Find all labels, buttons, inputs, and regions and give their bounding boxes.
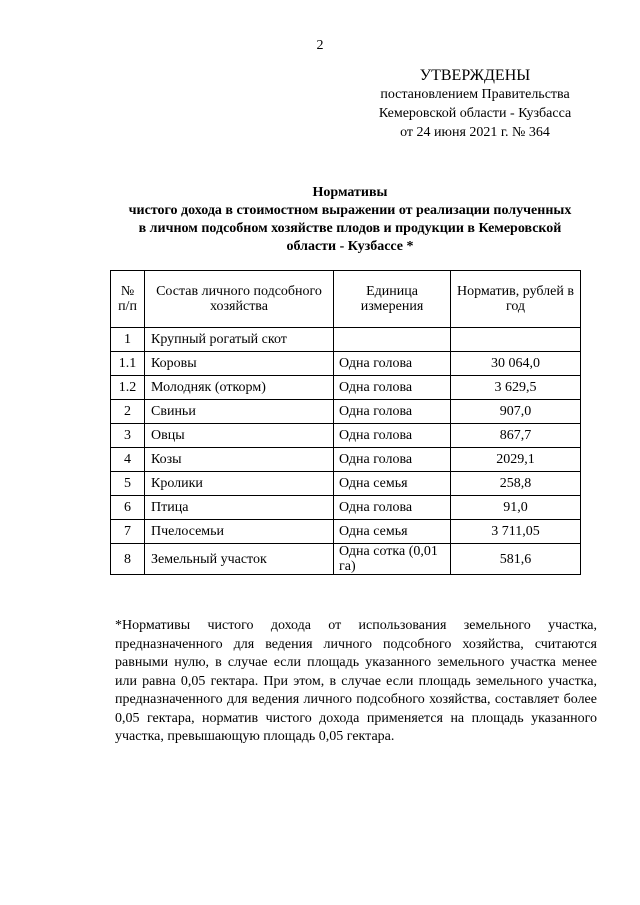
row-unit: Одна голова: [334, 424, 451, 448]
table-row: [111, 328, 581, 352]
table-row: [111, 448, 581, 472]
table-row: [111, 520, 581, 544]
row-num: 5: [111, 472, 145, 496]
row-value: 258,8: [451, 472, 581, 496]
header-value: Норматив, рублей в год: [451, 271, 581, 328]
row-name: Земельный участок: [145, 544, 334, 575]
row-value: [451, 328, 581, 352]
title-line-3: в личном подсобном хозяйстве плодов и продукции в Кемеровской: [138, 221, 562, 236]
row-name: Коровы: [145, 352, 334, 376]
approval-block: [355, 66, 595, 142]
document-title: [105, 184, 595, 256]
row-unit: Одна сотка (0,01 га): [334, 544, 451, 575]
row-name: Пчелосемьи: [145, 520, 334, 544]
row-unit: Одна голова: [334, 496, 451, 520]
row-num: 3: [111, 424, 145, 448]
table-row: [111, 352, 581, 376]
row-num: 2: [111, 400, 145, 424]
row-num: 4: [111, 448, 145, 472]
row-unit: Одна голова: [334, 376, 451, 400]
row-name: Кролики: [145, 472, 334, 496]
approval-line-1: постановлением Правительства: [380, 87, 570, 102]
row-num: 1: [111, 328, 145, 352]
page-number: 2: [316, 38, 324, 53]
row-value: 867,7: [451, 424, 581, 448]
approval-line-3: от 24 июня 2021 г. № 364: [400, 125, 550, 140]
row-unit: Одна голова: [334, 352, 451, 376]
row-name: Козы: [145, 448, 334, 472]
title-line-4: области - Кузбассе *: [286, 239, 414, 254]
row-value: 91,0: [451, 496, 581, 520]
row-num: 6: [111, 496, 145, 520]
norms-table: [110, 270, 581, 575]
row-name: Крупный рогатый скот: [145, 328, 334, 352]
row-unit: Одна семья: [334, 472, 451, 496]
table-row: [111, 496, 581, 520]
table-row: [111, 376, 581, 400]
row-name: Молодняк (откорм): [145, 376, 334, 400]
row-num: 7: [111, 520, 145, 544]
table-row: [111, 424, 581, 448]
header-num: № п/п: [111, 271, 145, 328]
header-name: Состав личного подсобного хозяйства: [145, 271, 334, 328]
approval-heading: УТВЕРЖДЕНЫ: [419, 67, 531, 84]
row-value: 3 629,5: [451, 376, 581, 400]
row-name: Овцы: [145, 424, 334, 448]
approval-line-2: Кемеровской области - Кузбасса: [378, 106, 572, 121]
table-row: [111, 544, 581, 575]
row-value: 2029,1: [451, 448, 581, 472]
table-row: [111, 400, 581, 424]
row-value: 3 711,05: [451, 520, 581, 544]
row-value: 907,0: [451, 400, 581, 424]
row-unit: [334, 328, 451, 352]
row-name: Птица: [145, 496, 334, 520]
row-unit: Одна семья: [334, 520, 451, 544]
row-value: 581,6: [451, 544, 581, 575]
header-unit: Единица измерения: [334, 271, 451, 328]
title-line-2: чистого дохода в стоимостном выражении от реализации полученных: [128, 203, 572, 218]
row-unit: Одна голова: [334, 448, 451, 472]
table-row: [111, 472, 581, 496]
row-num: 1.2: [111, 376, 145, 400]
row-num: 1.1: [111, 352, 145, 376]
table-header-row: [111, 271, 581, 328]
title-line-1: Нормативы: [312, 185, 388, 200]
row-num: 8: [111, 544, 145, 575]
footnote: *Нормативы чистого дохода от использования земельного участка, предназначенного для ведения личного подсобного хозяйства, считаются равными нулю, в случае если площадь указанного земельного участка менее или равна 0,05 гектара. При этом, в случае если площадь земельного участка, предназначенного для ведения личного подсобного хозяйства, составляет более 0,05 гектара, норматив чистого дохода применяется на площадь указанного участка, превышающую площадь 0,05 гектара.: [115, 618, 597, 744]
row-unit: Одна голова: [334, 400, 451, 424]
row-value: 30 064,0: [451, 352, 581, 376]
row-name: Свиньи: [145, 400, 334, 424]
